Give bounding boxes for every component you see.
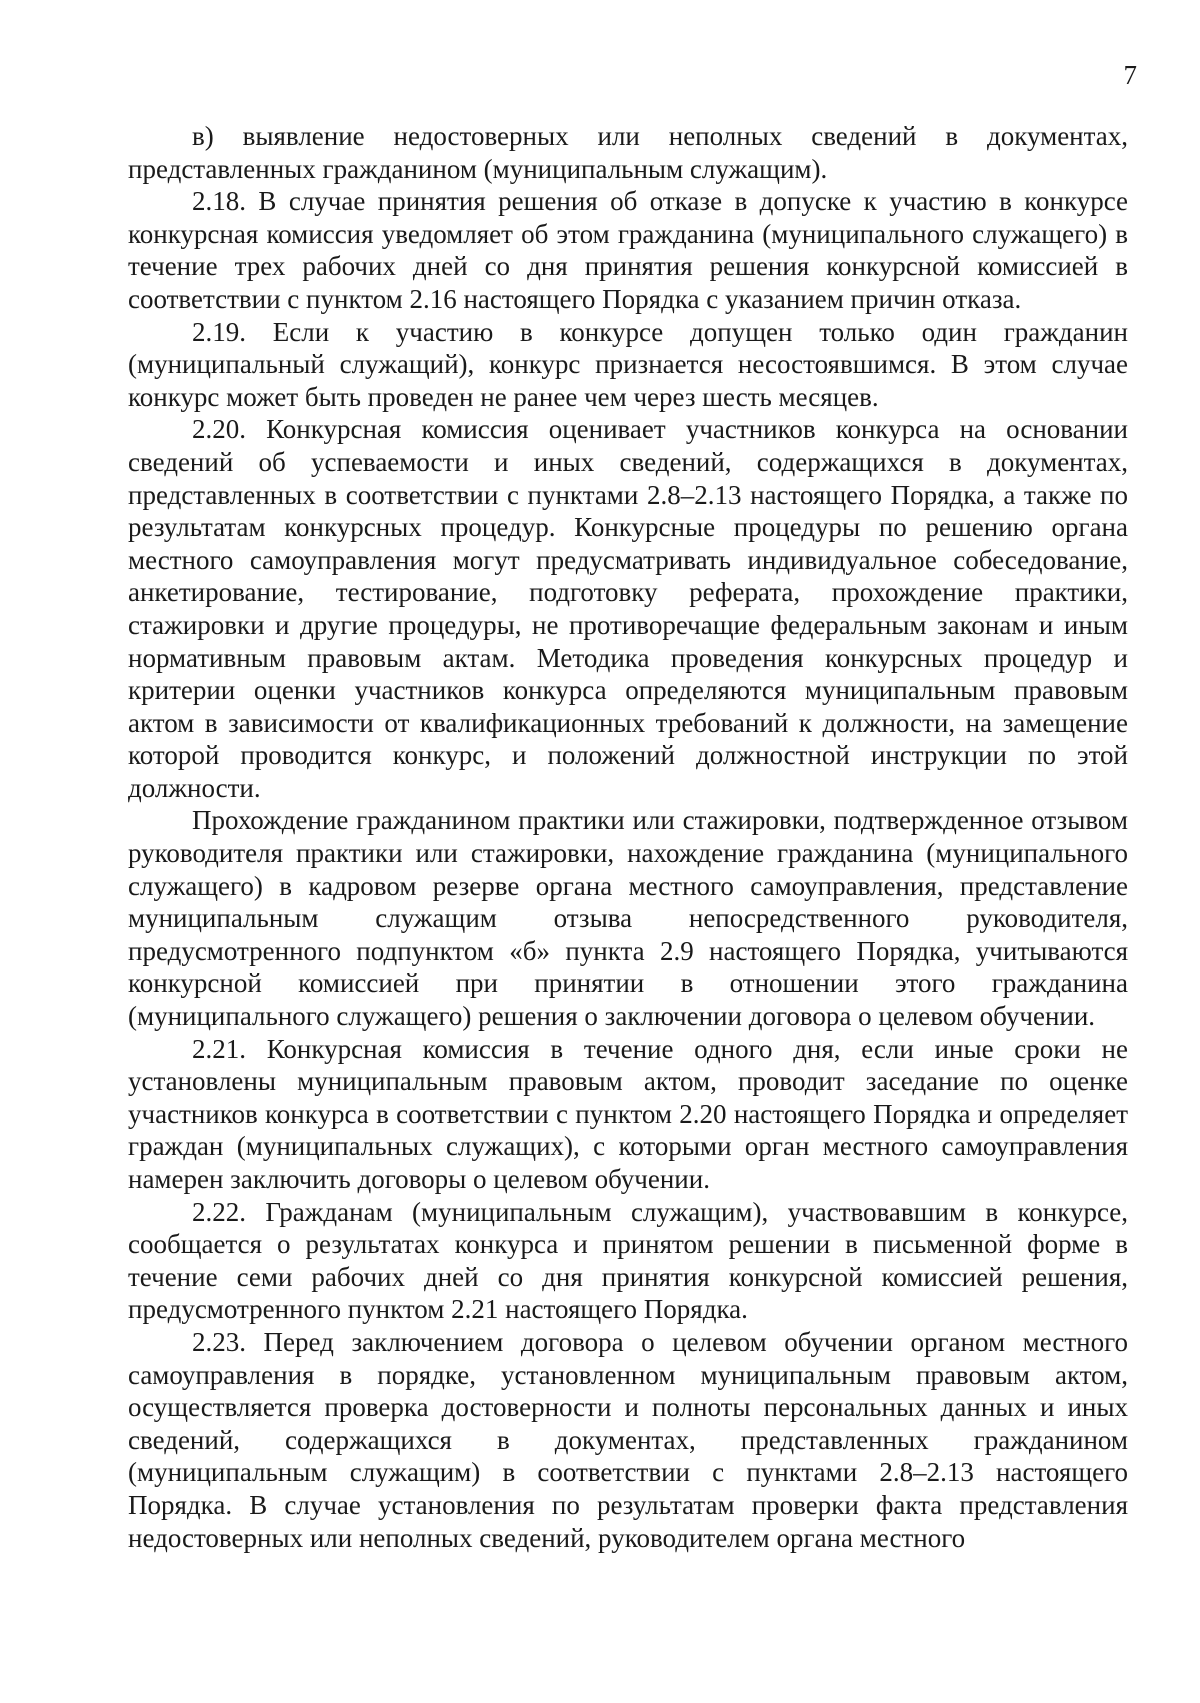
- paragraph-2-19: 2.19. Если к участию в конкурсе допущен только один гражданин (муниципальный служащий), конкурс признается несостоявшимся. В этом случае конкурс может быть проведен не ранее чем через шесть месяцев.: [128, 316, 1128, 412]
- paragraph-2-22: 2.22. Гражданам (муниципальным служащим), участвовавшим в конкурсе, сообщается о результатах конкурса и принятом решении в письменной форме в течение семи рабочих дней со дня принятия конкурсной комиссией решения, предусмотренного пунктом 2.21 настоящего Порядка.: [128, 1196, 1128, 1325]
- paragraph-2-20: 2.20. Конкурсная комиссия оценивает участников конкурса на основании сведений об успеваемости и иных сведений, содержащихся в документах, представленных в соответствии с пунктами 2.8–2.13 настоящего Порядка, а также по результатам конкурсных процедур. Конкурсные процедуры по решению органа местного самоуправления могут предусматривать индивидуальное собеседование, анкетирование, тестирование, подготовку реферата, прохождение практики, стажировки и другие процедуры, не противоречащие федеральным законам и иным нормативным правовым актам. Методика проведения конкурсных процедур и критерии оценки участников конкурса определяются муниципальным правовым актом в зависимости от квалификационных требований к должности, на замещение которой проводится конкурс, и положений должностной инструкции по этой должности.: [128, 414, 1128, 803]
- paragraph-2-20-continued: Прохождение гражданином практики или стажировки, подтвержденное отзывом руководителя практики или стажировки, нахождение гражданина (муниципального служащего) в кадровом резерве органа местного самоуправления, представление муниципальным служащим отзыва непосредственного руководителя, предусмотренного подпунктом «б» пункта 2.9 настоящего Порядка, учитываются конкурсной комиссией при принятии в отношении этого гражданина (муниципального служащего) решения о заключении договора о целевом обучении.: [128, 805, 1128, 1032]
- paragraph-2-18: 2.18. В случае принятия решения об отказе в допуске к участию в конкурсе конкурсная комиссия уведомляет об этом гражданина (муниципального служащего) в течение трех рабочих дней со дня принятия решения конкурсной комиссией в соответствии с пунктом 2.16 настоящего Порядка с указанием причин отказа.: [128, 186, 1128, 314]
- paragraph-item-v: в) выявление недостоверных или неполных сведений в документах, представленных гражданином (муниципальным служащим).: [128, 121, 1128, 184]
- document-body: [128, 120, 1128, 1554]
- paragraph-2-21: 2.21. Конкурсная комиссия в течение одного дня, если иные сроки не установлены муниципальным правовым актом, проводит заседание по оценке участников конкурса в соответствии с пунктом 2.20 настоящего Порядка и определяет граждан (муниципальных служащих), с которыми орган местного самоуправления намерен заключить договоры о целевом обучении.: [128, 1033, 1128, 1194]
- paragraph-2-23: 2.23. Перед заключением договора о целевом обучении органом местного самоуправления в порядке, установленном муниципальным правовым актом, осуществляется проверка достоверности и полноты персональных данных и иных сведений, содержащихся в документах, представленных гражданином (муниципальным служащим) в соответствии с пунктами 2.8–2.13 настоящего Порядка. В случае установления по результатам проверки факта представления недостоверных или неполных сведений, руководителем органа местного: [128, 1326, 1128, 1553]
- page-number: 7: [1123, 60, 1137, 90]
